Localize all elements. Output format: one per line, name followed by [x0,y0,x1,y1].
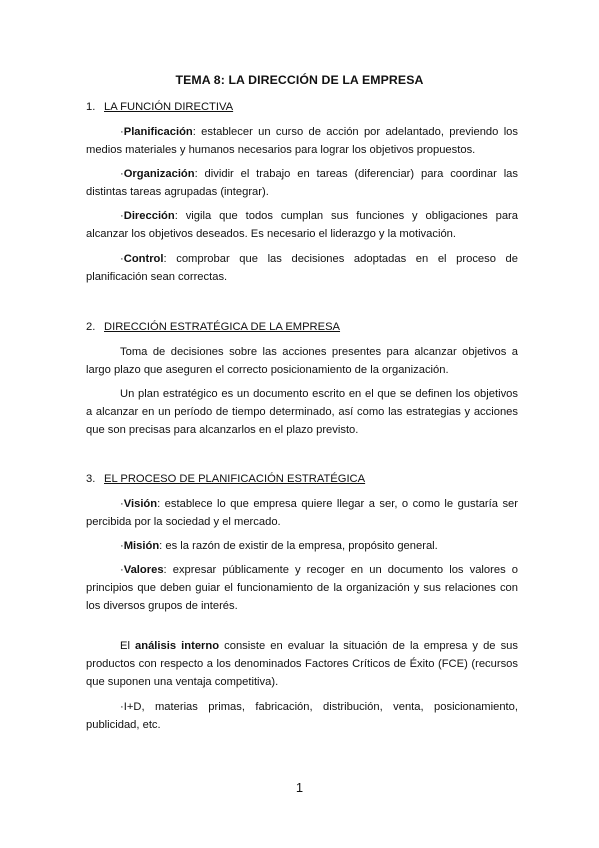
section-title: LA FUNCIÓN DIRECTIVA [104,101,234,113]
paragraph-organizacion: ·Organización: dividir el trabajo en tareas (diferenciar) para coordinar las distintas tareas agrupadas (integrar). [86,168,518,198]
term-valores: Valores [123,564,164,576]
section-heading-2 [86,318,340,336]
term-direccion: Dirección [123,210,175,222]
section-number: 1. [86,101,96,113]
paragraph-mision: ·Misión: es la razón de existir de la empresa, propósito general. [120,540,438,552]
paragraph-toma-decisiones: Toma de decisiones sobre las acciones presentes para alcanzar objetivos a largo plazo que aseguren el correcto posicionamiento de la organización. [86,346,518,376]
section-title: DIRECCIÓN ESTRATÉGICA DE LA EMPRESA [104,321,341,333]
paragraph-direccion: ·Dirección: vigila que todos cumplan sus funciones y obligaciones para alcanzar los objetivos deseados. Es necesario el liderazgo y la motivación. [86,210,518,240]
paragraph-analisis-interno: El análisis interno consiste en evaluar la situación de la empresa y de sus productos con respecto a los denominados Factores Críticos de Éxito (FCE) (recursos que suponen una ventaja competitiva). [86,640,518,688]
page-number: 1 [295,780,304,795]
paragraph-fce-list: ·I+D, materias primas, fabricación, distribución, venta, posicionamiento, publicidad, etc. [86,701,518,731]
paragraph-planificacion: ·Planificación: establecer un curso de acción por adelantado, previendo los medios materiales y humanos necesarios para lograr los objetivos propuestos. [86,126,518,156]
term-analisis-interno: análisis interno [135,640,220,652]
document-title: TEMA 8: LA DIRECCIÓN DE LA EMPRESA [175,73,424,87]
paragraph-control: ·Control: comprobar que las decisiones adoptadas en el proceso de planificación sean correctas. [86,253,518,283]
section-number: 3. [86,473,96,485]
paragraph-vision: ·Visión: establece lo que empresa quiere llegar a ser, o como le gustaría ser percibida por la sociedad y el mercado. [86,498,518,528]
section-title: EL PROCESO DE PLANIFICACIÓN ESTRATÉGICA [104,473,366,485]
section-heading-3 [86,470,365,488]
paragraph-plan-estrategico: Un plan estratégico es un documento escrito en el que se definen los objetivos a alcanzar en un período de tiempo determinado, así como las estrategias y acciones que son precisas para alcanzarlos en el plazo previsto. [86,388,518,436]
term-mision: Misión [123,540,160,552]
section-number: 2. [86,321,96,333]
term-organizacion: Organización [123,168,195,180]
term-planificacion: Planificación [123,126,193,138]
term-control: Control [123,253,164,265]
paragraph-valores: ·Valores: expresar públicamente y recoger en un documento los valores o principios que deben guiar el funcionamiento de la organización y sus relaciones con los diversos grupos de interés. [86,564,518,612]
section-heading-1 [86,98,233,116]
term-vision: Visión [123,498,158,510]
